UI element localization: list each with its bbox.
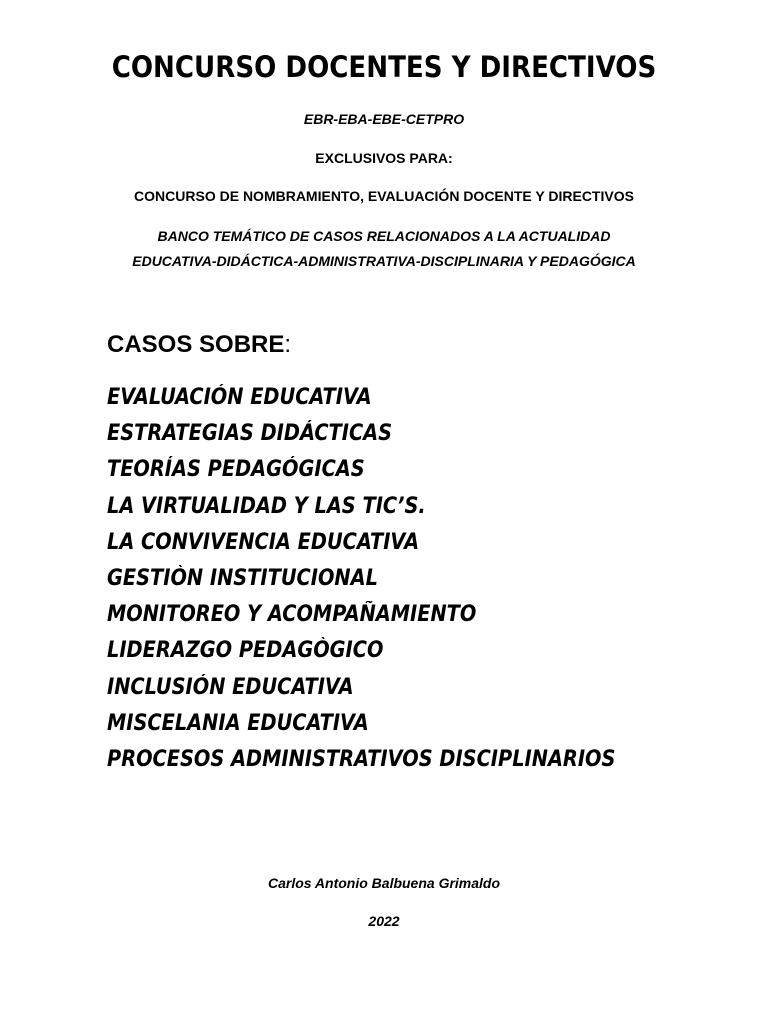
- section-heading-text: CASOS SOBRE: [107, 331, 285, 358]
- exclusive-for-label: EXCLUSIVOS PARA:: [315, 150, 453, 166]
- topic-item: LA VIRTUALIDAD Y LAS TIC’S.: [107, 493, 426, 519]
- topic-item: ESTRATEGIAS DIDÁCTICAS: [107, 421, 393, 447]
- topics-list: [107, 380, 685, 778]
- contest-description: CONCURSO DE NOMBRAMIENTO, EVALUACIÓN DOCENTE Y DIRECTIVOS: [134, 188, 634, 204]
- topic-item: LA CONVIVENCIA EDUCATIVA: [107, 529, 420, 555]
- document-title: CONCURSO DOCENTES Y DIRECTIVOS: [111, 50, 657, 84]
- publication-year: 2022: [368, 913, 400, 929]
- author-name: Carlos Antonio Balbuena Grimaldo: [267, 875, 501, 891]
- section-heading: [107, 331, 291, 359]
- education-levels: EBR-EBA-EBE-CETPRO: [303, 111, 465, 127]
- topic-item: EVALUACIÓN EDUCATIVA: [107, 385, 372, 410]
- section-heading-colon: :: [284, 331, 292, 358]
- topic-item: GESTIÒN INSTITUCIONAL: [107, 566, 378, 592]
- topic-item: LIDERAZGO PEDAGÒGICO: [107, 638, 384, 664]
- topic-item: PROCESOS ADMINISTRATIVOS DISCIPLINARIOS: [107, 747, 616, 773]
- topic-item: TEORÍAS PEDAGÓGICAS: [107, 457, 365, 483]
- topic-item: MISCELANIA EDUCATIVA: [107, 710, 369, 736]
- thematic-bank-line-2: EDUCATIVA-DIDÁCTICA-ADMINISTRATIVA-DISCIPLINARIA Y PEDAGÓGICA: [132, 253, 636, 269]
- topic-item: INCLUSIÓN EDUCATIVA: [107, 674, 354, 700]
- thematic-bank-line-1: BANCO TEMÁTICO DE CASOS RELACIONADOS A LA ACTUALIDAD: [157, 228, 611, 244]
- topic-item: MONITOREO Y ACOMPAÑAMIENTO: [107, 602, 477, 628]
